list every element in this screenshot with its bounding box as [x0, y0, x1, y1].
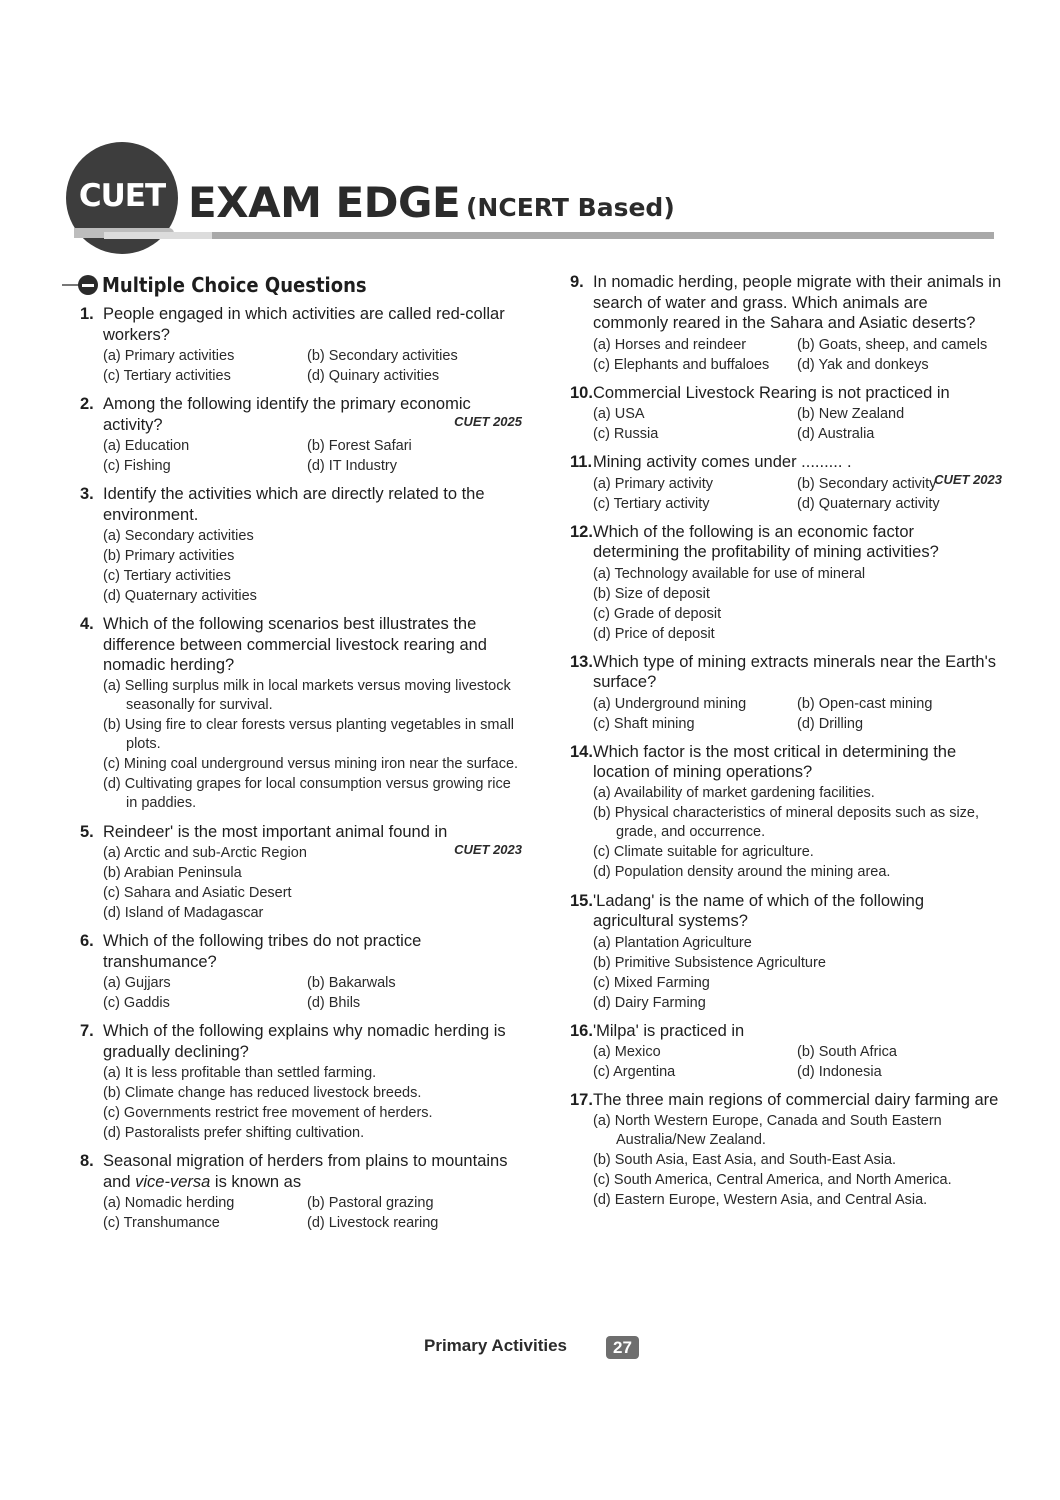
answer-option: (b) Secondary activities — [307, 348, 458, 364]
question-item — [62, 484, 522, 606]
question-item — [62, 822, 522, 924]
answer-option: (d) Eastern Europe, Western Asia, and Central Asia. — [593, 1191, 928, 1208]
question-text: Mining activity comes under ......... . — [593, 453, 852, 471]
question-text: Among the following identify the primary economic activity? — [103, 395, 471, 434]
answer-option: (a) Gujjars — [103, 975, 171, 991]
question-number: 10. — [570, 383, 593, 402]
answer-option: (d) Quaternary activity — [797, 495, 940, 512]
answer-option: (a) Underground mining — [593, 695, 747, 712]
answer-option: (d) Yak and donkeys — [797, 356, 929, 373]
answer-option: (b) Open-cast mining — [797, 695, 933, 712]
question-number: 8. — [80, 1152, 94, 1170]
question-text: Which factor is the most critical in determining the location of mining operations? — [593, 742, 957, 781]
option-list — [103, 526, 522, 606]
answer-option: (d) Pastoralists prefer shifting cultivation. — [103, 1125, 365, 1141]
answer-option: (d) Indonesia — [797, 1064, 882, 1080]
answer-option: (b) Primary activities — [103, 548, 235, 564]
page-header — [0, 0, 1060, 270]
answer-option: (a) Horses and reindeer — [593, 336, 747, 353]
question-number: 3. — [80, 485, 94, 503]
answer-option: (a) USA — [593, 406, 645, 422]
option-list — [103, 436, 522, 476]
option-list — [593, 1112, 1002, 1211]
exam-tag: CUET 2025 — [454, 414, 522, 429]
question-text: 'Milpa' is practiced in — [593, 1021, 745, 1040]
answer-option: (c) Governments restrict free movement of herders. — [103, 1105, 433, 1121]
question-item — [552, 742, 1002, 883]
question-number: 2. — [80, 395, 94, 413]
answer-option: (c) Mining coal underground versus mining iron near the surface. — [103, 755, 519, 772]
option-list — [593, 335, 1002, 375]
answer-option: (b) Arabian Peninsula — [103, 865, 242, 881]
question-item — [62, 614, 522, 814]
answer-option: (b) Climate change has reduced livestock breeds. — [103, 1085, 422, 1101]
answer-option: (a) Nomadic herding — [103, 1195, 235, 1211]
question-item — [552, 383, 1002, 445]
answer-option: (d) Population density around the mining area. — [593, 863, 891, 880]
right-column — [552, 272, 1002, 1219]
option-list — [593, 694, 1002, 734]
answer-option: (c) Shaft mining — [593, 715, 695, 732]
answer-option: (a) Primary activity — [593, 475, 714, 492]
page-number: 27 — [606, 1336, 639, 1359]
answer-option: (d) Quaternary activities — [103, 588, 257, 604]
left-column — [62, 272, 522, 1241]
option-list — [103, 677, 522, 814]
question-text: Which type of mining extracts minerals near the Earth's surface? — [593, 652, 996, 691]
exam-tag: CUET 2023 — [934, 472, 1002, 487]
answer-option: (b) New Zealand — [797, 406, 905, 422]
option-list — [103, 1193, 522, 1233]
question-item — [62, 1151, 522, 1233]
answer-option: (c) Elephants and buffaloes — [593, 356, 770, 373]
badge-text: CUET — [78, 178, 166, 214]
answer-option: (b) Bakarwals — [307, 975, 396, 991]
answer-option: (b) Pastoral grazing — [307, 1195, 434, 1211]
question-text: Which of the following scenarios best illustrates the difference between commercial livestock rearing and nomadic herding? — [103, 615, 487, 674]
answer-option: (a) Primary activities — [103, 348, 235, 364]
answer-option: (c) Argentina — [593, 1064, 676, 1080]
question-item — [552, 1090, 1002, 1211]
section-heading — [62, 272, 522, 300]
answer-option: (b) South Asia, East Asia, and South-East Asia. — [593, 1151, 897, 1168]
question-number: 13. — [570, 652, 593, 671]
option-list — [103, 346, 522, 386]
question-item — [552, 272, 1002, 375]
answer-option: (a) Arctic and sub-Arctic Region — [103, 845, 307, 861]
answer-option: (c) Tertiary activities — [103, 568, 231, 584]
question-number: 16. — [570, 1021, 593, 1040]
option-list — [103, 1063, 522, 1143]
question-number: 12. — [570, 522, 593, 541]
answer-option: (a) It is less profitable than settled farming. — [103, 1065, 377, 1081]
answer-option: (a) Education — [103, 438, 190, 454]
answer-option: (a) Selling surplus milk in local markets versus moving livestock seasonally for survival. — [103, 677, 511, 713]
answer-option: (c) Grade of deposit — [593, 605, 722, 622]
question-number: 4. — [80, 615, 94, 633]
option-list — [593, 564, 1002, 644]
question-text: People engaged in which activities are called red-collar workers? — [103, 305, 505, 344]
question-text: In nomadic herding, people migrate with their animals in search of water and grass. Which animals are commonly reared in the Sahara and Asiatic deserts? — [593, 273, 1002, 332]
question-list-left — [62, 304, 522, 1233]
question-list-right — [552, 272, 1002, 1211]
answer-option: (c) Sahara and Asiatic Desert — [103, 885, 292, 901]
section-title: Multiple Choice Questions — [102, 273, 367, 297]
question-number: 6. — [80, 932, 94, 950]
question-text: Seasonal migration of herders from plains to mountains and vice-versa is known as — [103, 1152, 508, 1191]
question-item — [62, 1021, 522, 1143]
answer-option: (c) Tertiary activity — [593, 495, 710, 512]
answer-option: (c) Tertiary activities — [103, 368, 231, 384]
option-list — [593, 933, 1002, 1013]
question-text: Which of the following tribes do not practice transhumance? — [103, 932, 422, 971]
question-item — [62, 394, 522, 476]
question-number: 9. — [570, 273, 584, 291]
question-number: 7. — [80, 1022, 94, 1040]
answer-option: (d) Dairy Farming — [593, 994, 706, 1011]
answer-option: (d) Cultivating grapes for local consumption versus growing rice in paddies. — [103, 775, 511, 811]
question-text: Commercial Livestock Rearing is not practiced in — [593, 383, 950, 402]
answer-option: (b) Goats, sheep, and camels — [797, 336, 988, 353]
answer-option: (a) Technology available for use of mineral — [593, 565, 866, 582]
page-subtitle: (NCERT Based) — [466, 193, 675, 222]
minus-circle-icon — [78, 275, 98, 295]
answer-option: (d) Livestock rearing — [307, 1215, 439, 1231]
header-rule — [212, 232, 994, 239]
exam-tag: CUET 2023 — [454, 841, 522, 857]
answer-option: (d) Quinary activities — [307, 368, 440, 384]
answer-option: (b) South Africa — [797, 1044, 897, 1060]
question-text: Which of the following explains why nomadic herding is gradually declining? — [103, 1022, 506, 1061]
answer-option: (b) Using fire to clear forests versus planting vegetables in small plots. — [103, 716, 515, 752]
option-list — [593, 1042, 1002, 1082]
italic-term: vice-versa — [135, 1172, 211, 1191]
answer-option: (d) Bhils — [307, 995, 361, 1011]
answer-option: (b) Secondary activity — [797, 475, 937, 492]
answer-option: (c) Transhumance — [103, 1215, 220, 1231]
answer-option: (b) Primitive Subsistence Agriculture — [593, 954, 826, 971]
question-number: 14. — [570, 742, 593, 761]
answer-option: (c) Gaddis — [103, 995, 170, 1011]
page-title: EXAM EDGE — [188, 178, 461, 227]
footer-chapter-label: Primary Activities — [424, 1336, 567, 1355]
question-text: Which of the following is an economic factor determining the profitability of mining activities? — [593, 522, 939, 561]
answer-option: (d) Price of deposit — [593, 625, 715, 642]
answer-option: (a) North Western Europe, Canada and South Eastern Australia/New Zealand. — [593, 1112, 942, 1148]
answer-option: (a) Plantation Agriculture — [593, 934, 752, 951]
question-item — [552, 452, 1002, 514]
answer-option: (a) Secondary activities — [103, 528, 254, 544]
question-text: The three main regions of commercial dairy farming are — [593, 1091, 999, 1109]
question-item — [62, 931, 522, 1013]
question-item — [552, 891, 1002, 1013]
answer-option: (d) IT Industry — [307, 458, 397, 474]
answer-option: (c) Fishing — [103, 458, 171, 474]
question-text: Reindeer' is the most important animal found in — [103, 822, 448, 841]
answer-option: (c) Mixed Farming — [593, 974, 710, 991]
question-text: Identify the activities which are directly related to the environment. — [103, 485, 485, 524]
question-item — [552, 1021, 1002, 1083]
option-list — [593, 404, 1002, 444]
answer-option: (d) Island of Madagascar — [103, 905, 264, 921]
answer-option: (b) Forest Safari — [307, 438, 412, 454]
option-list — [593, 784, 1002, 883]
answer-option: (b) Physical characteristics of mineral deposits such as size, grade, and occurrence. — [593, 804, 980, 840]
question-number: 1. — [80, 305, 94, 323]
option-list — [103, 973, 522, 1013]
answer-option: (a) Mexico — [593, 1044, 661, 1060]
question-text: 'Ladang' is the name of which of the following agricultural systems? — [593, 891, 925, 930]
question-number: 11. — [570, 453, 593, 471]
question-number: 15. — [570, 891, 593, 910]
question-item — [552, 522, 1002, 644]
question-item — [62, 304, 522, 386]
answer-option: (d) Australia — [797, 426, 875, 442]
question-item — [552, 652, 1002, 734]
answer-option: (c) Russia — [593, 426, 659, 442]
answer-option: (c) Climate suitable for agriculture. — [593, 843, 814, 860]
answer-option: (b) Size of deposit — [593, 585, 710, 602]
question-number: 17. — [570, 1091, 593, 1109]
answer-option: (d) Drilling — [797, 715, 864, 732]
header-rule-accent — [104, 232, 212, 239]
answer-option: (c) South America, Central America, and North America. — [593, 1171, 952, 1188]
question-number: 5. — [80, 822, 94, 841]
answer-option: (a) Availability of market gardening facilities. — [593, 784, 875, 801]
